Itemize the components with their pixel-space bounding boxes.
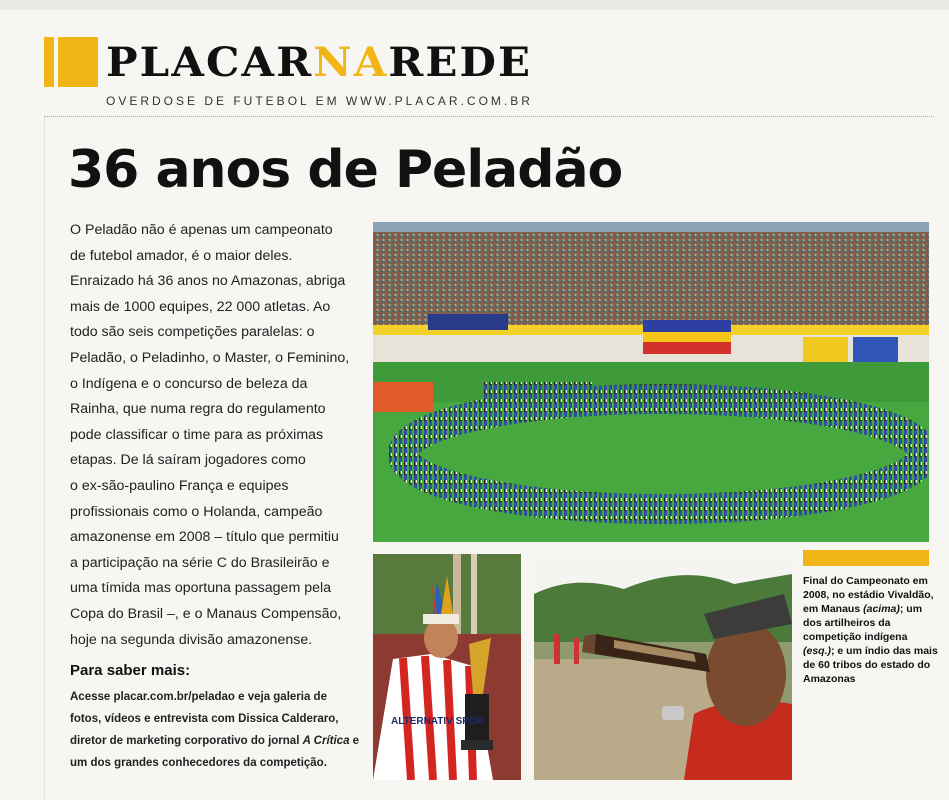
player-trophy-photo — [373, 554, 521, 780]
section-masthead — [106, 40, 532, 86]
caption-part-3: ; e um índio das mais de 60 tribos do estado do Amazonas — [803, 645, 938, 685]
top-rule — [0, 0, 949, 10]
brand-block — [58, 37, 98, 87]
shirt-text: ALTERNATIV SPOR — [391, 716, 484, 727]
caption-left: (esq.) — [803, 645, 832, 657]
body-line: o Indígena e o concurso de beleza da — [70, 375, 308, 392]
body-line: de futebol amador, é o maior deles. — [70, 247, 293, 264]
stadium-crowd-photo — [373, 222, 929, 542]
more-info-title: Para saber mais: — [70, 662, 191, 679]
body-line: etapas. De lá saíram jogadores como — [70, 452, 306, 469]
caption-part-2: ; um dos artilheiros da competição indígena — [803, 603, 923, 643]
body-line: O Peladão não é apenas um campeonato — [70, 222, 333, 238]
photo-caption — [803, 574, 939, 686]
body-line: mais de 1000 equipes, 22 000 atletas. Ao — [70, 298, 331, 315]
more-suffix: e um dos grandes conhecedores da competição. — [70, 735, 360, 769]
more-middle: e veja galeria de fotos, vídeos e entrevista com Dissica Calderaro, diretor de marketing corporativo do jornal — [70, 691, 339, 747]
article-body — [70, 218, 360, 653]
body-line: Peladão, o Peladinho, o Master, o Feminino, — [70, 349, 350, 366]
section-tagline: OVERDOSE DE FUTEBOL EM WWW.PLACAR.COM.BR — [106, 94, 533, 108]
body-line: hoje na segunda divisão amazonense. — [70, 631, 313, 648]
caption-above: (acima) — [863, 603, 900, 615]
more-info-text — [70, 686, 360, 774]
horn-player-photo — [534, 554, 792, 780]
caption-part-1: Final do Campeonato em 2008, no estádio Vivaldão, em Manaus — [803, 575, 934, 615]
more-prefix: Acesse — [70, 691, 114, 703]
header-divider — [44, 116, 934, 117]
body-line: profissionais como o Holanda, campeão — [70, 503, 323, 520]
masthead-accent: NA — [313, 39, 389, 86]
caption-accent-bar — [803, 550, 929, 566]
masthead-part-2: REDE — [388, 39, 533, 86]
newspaper-name: A Crítica — [302, 735, 350, 747]
body-line: todo são seis competições paralelas: o — [70, 324, 315, 341]
article-headline: 36 anos de Peladão — [68, 140, 623, 200]
body-line: pode classificar o time para as próximas — [70, 426, 324, 443]
body-line: Copa do Brasil –, e o Manaus Compensão, — [70, 605, 342, 622]
body-line: uma tímida mas oportuna passagem pela — [70, 580, 332, 597]
peladao-link[interactable]: placar.com.br/peladao — [113, 691, 235, 703]
body-line: Rainha, que numa regra do regulamento — [70, 401, 326, 418]
body-line: o ex-são-paulino França e equipes — [70, 477, 289, 494]
body-line: a participação na série C do Brasileirão e — [70, 554, 330, 571]
body-line: amazonense em 2008 – título que permitiu — [70, 529, 339, 546]
body-line: Enraizado há 36 anos no Amazonas, abriga — [70, 273, 346, 290]
masthead-part-1: PLACAR — [106, 39, 314, 86]
brand-bar — [44, 37, 54, 87]
margin-divider — [44, 116, 45, 800]
